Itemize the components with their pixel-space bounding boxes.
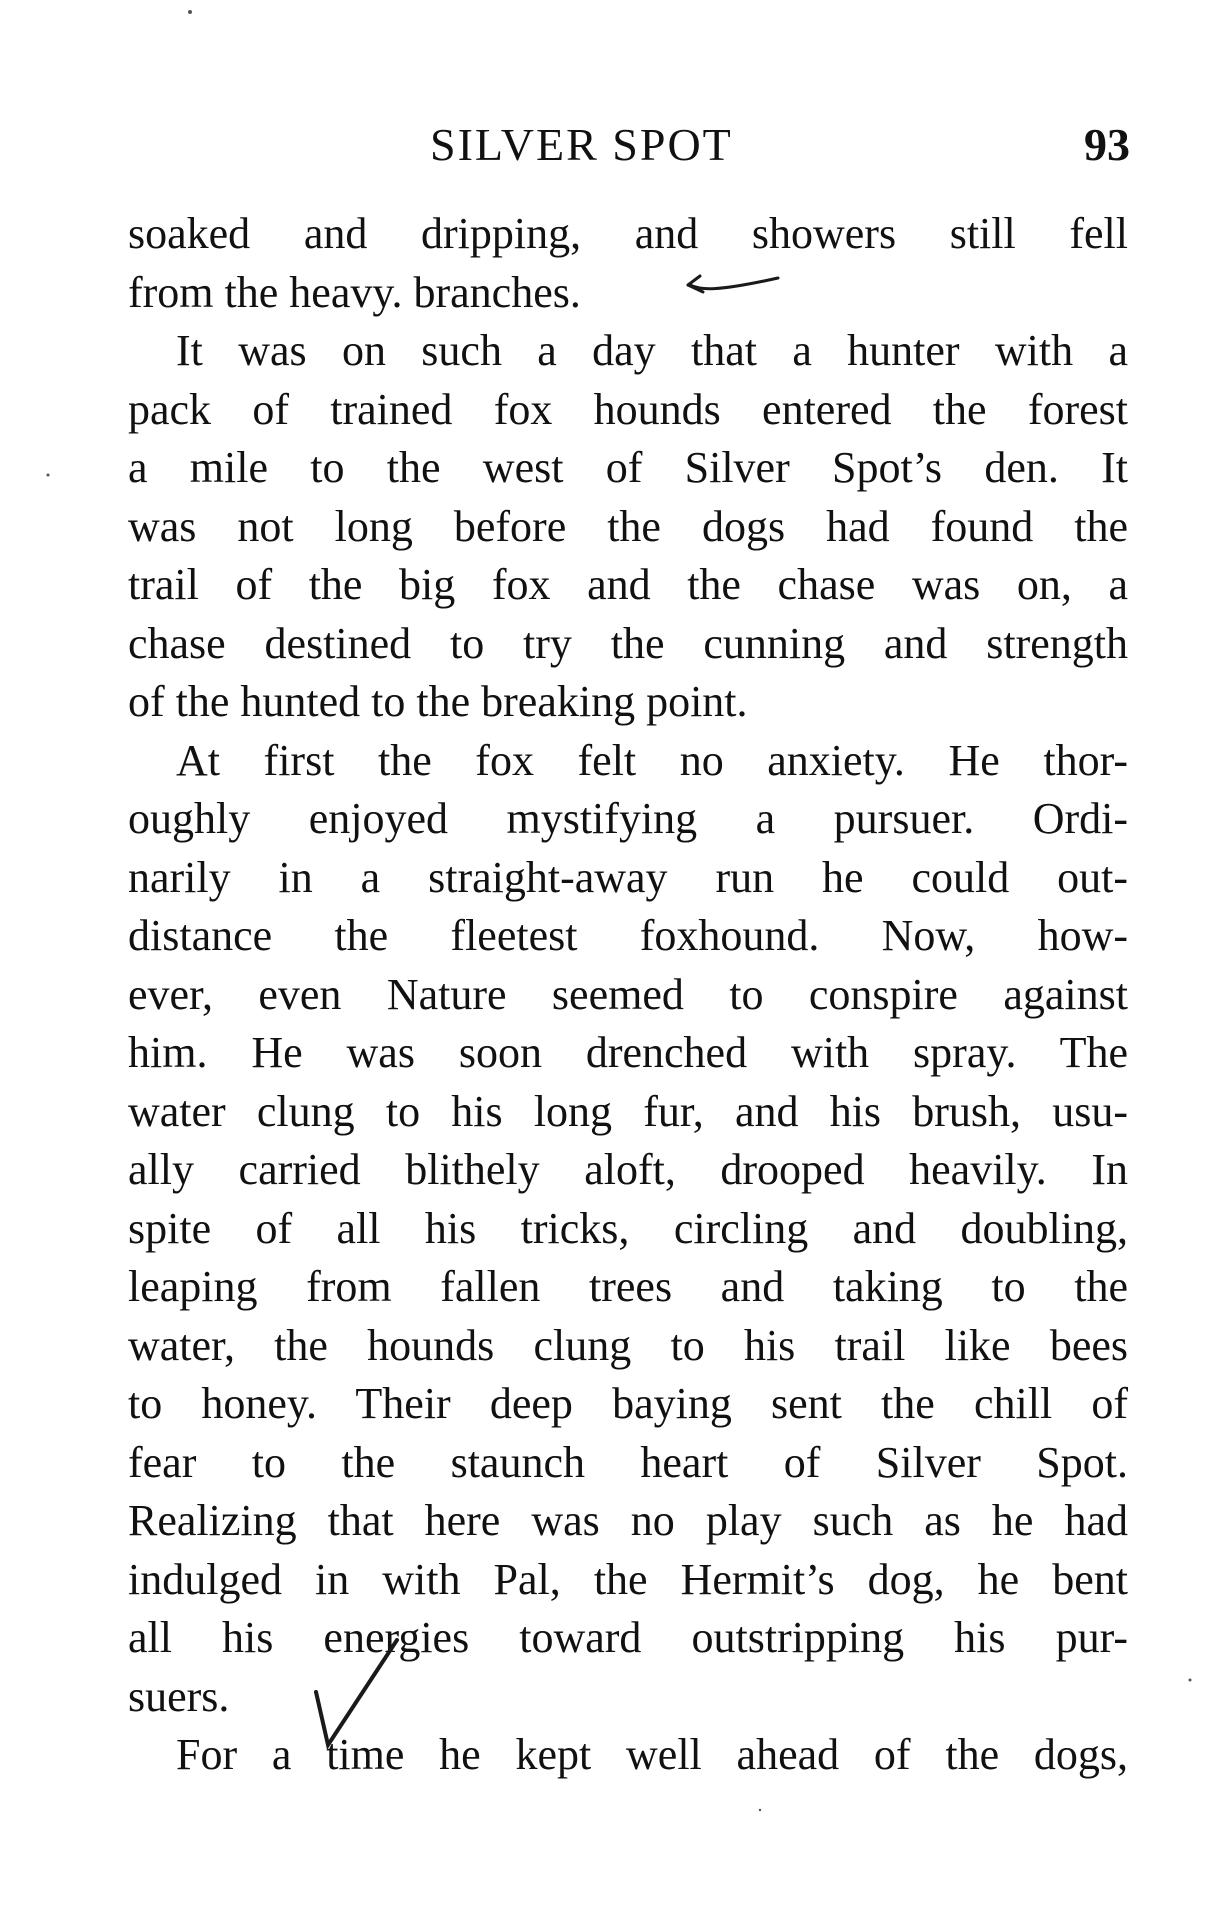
text-line: It was on such a day that a hunter with a: [176, 326, 1128, 375]
text-line: trail of the big fox and the chase was on, a: [128, 560, 1128, 609]
text-line: indulged in with Pal, the Hermit’s dog, he bent: [128, 1554, 1128, 1604]
text-line: spite of all his tricks, circling and doubling,: [128, 1203, 1128, 1253]
text-line: soaked and dripping, and showers still fell: [128, 209, 1128, 258]
text-line: distance the fleetest foxhound. Now, how-: [128, 911, 1128, 960]
text-line: ever, even Nature seemed to conspire against: [128, 969, 1128, 1019]
text-line: narily in a straight-away run he could out-: [128, 852, 1128, 902]
text-line: chase destined to try the cunning and strength: [128, 618, 1128, 668]
text-line: For a time he kept well ahead of the dogs,: [176, 1730, 1128, 1779]
running-title: SILVER SPOT: [430, 119, 733, 170]
text-line: water clung to his long fur, and his brush, usu-: [128, 1086, 1128, 1136]
text-line: was not long before the dogs had found the: [128, 501, 1128, 551]
body-text: [128, 205, 1128, 1785]
text-line: suers.: [128, 1671, 230, 1721]
text-line: of the hunted to the breaking point.: [128, 677, 748, 726]
running-header: [130, 118, 1130, 178]
text-line: a mile to the west of Silver Spot’s den. It: [128, 443, 1128, 492]
text-line: leaping from fallen trees and taking to the: [128, 1262, 1128, 1311]
text-line: ally carried blithely aloft, drooped heavily. In: [128, 1145, 1128, 1194]
page-number: 93: [1084, 119, 1130, 170]
text-line: him. He was soon drenched with spray. The: [128, 1028, 1128, 1077]
text-line: all his energies toward outstripping his pur-: [128, 1613, 1128, 1662]
text-line: Realizing that here was no play such as he had: [128, 1496, 1128, 1545]
text-line: oughly enjoyed mystifying a pursuer. Ordi-: [128, 794, 1128, 843]
text-line: pack of trained fox hounds entered the forest: [128, 384, 1128, 434]
text-line: fear to the staunch heart of Silver Spot.: [128, 1437, 1128, 1487]
text-line: from the heavy. branches.: [128, 267, 581, 317]
text-line: water, the hounds clung to his trail like bees: [128, 1320, 1128, 1370]
text-line: to honey. Their deep baying sent the chill of: [128, 1379, 1128, 1428]
text-line: At first the fox felt no anxiety. He thor-: [176, 735, 1128, 785]
